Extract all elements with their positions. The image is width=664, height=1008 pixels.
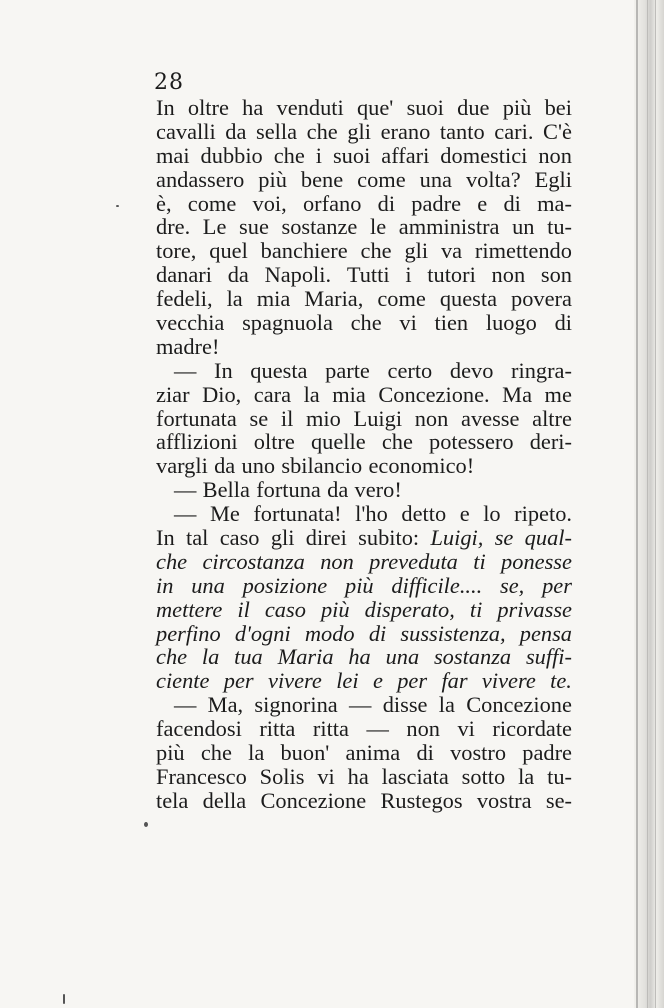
word: padre bbox=[522, 740, 572, 766]
text-line bbox=[156, 645, 572, 669]
word: e bbox=[372, 668, 383, 694]
word: una bbox=[385, 644, 420, 670]
word: erano bbox=[380, 118, 431, 144]
word: banchiere bbox=[260, 238, 348, 264]
word: lei bbox=[336, 668, 359, 694]
word: la bbox=[248, 740, 265, 766]
word: un bbox=[512, 214, 535, 240]
word: ricordate bbox=[492, 716, 572, 742]
text-line bbox=[156, 669, 572, 693]
body-text bbox=[156, 96, 572, 813]
word: ringra- bbox=[511, 357, 572, 383]
word: In bbox=[156, 95, 175, 120]
word: e bbox=[459, 501, 470, 527]
word: d'ogni bbox=[234, 620, 291, 646]
word: In bbox=[156, 525, 175, 551]
word: spagnuola bbox=[242, 310, 333, 336]
word: questa bbox=[250, 357, 308, 383]
text-line bbox=[156, 454, 572, 478]
word: tu- bbox=[547, 214, 572, 240]
word: che bbox=[350, 310, 382, 336]
word: venduti bbox=[276, 95, 344, 120]
word: difficile.... bbox=[391, 572, 483, 598]
word: luogo bbox=[485, 310, 537, 336]
word: la bbox=[201, 644, 220, 670]
word: suoi bbox=[332, 142, 371, 168]
word: ti bbox=[469, 596, 483, 622]
word: ciente bbox=[156, 668, 210, 694]
word: che bbox=[360, 238, 392, 264]
word: Maria bbox=[277, 644, 334, 670]
word: domestici bbox=[440, 142, 528, 168]
text-line bbox=[156, 335, 572, 359]
text-line bbox=[156, 430, 572, 454]
word: que' bbox=[356, 95, 394, 120]
word: mia bbox=[332, 381, 366, 407]
word: sue bbox=[239, 214, 269, 240]
word: caso bbox=[219, 525, 260, 551]
word: fortuna bbox=[256, 477, 321, 503]
word: cavalli bbox=[156, 118, 216, 144]
word: buon' bbox=[280, 740, 330, 766]
word: che bbox=[156, 644, 188, 670]
word: potessero bbox=[429, 429, 514, 455]
word: non bbox=[414, 405, 449, 431]
word: Luigi, bbox=[430, 525, 484, 551]
word: me bbox=[544, 381, 572, 407]
text-line bbox=[156, 215, 572, 239]
word: Ma, bbox=[207, 692, 244, 718]
word: Rustegos bbox=[380, 787, 463, 813]
word: modo bbox=[304, 620, 355, 646]
word: tela bbox=[156, 787, 189, 813]
word: fortunata bbox=[156, 405, 237, 431]
text-line bbox=[156, 717, 572, 741]
word: oltre bbox=[253, 429, 295, 455]
word: disperato, bbox=[364, 596, 455, 622]
word: i bbox=[405, 262, 412, 288]
word: non bbox=[491, 262, 526, 288]
word: i bbox=[315, 142, 322, 168]
word: affari bbox=[381, 142, 430, 168]
word: per bbox=[542, 572, 572, 598]
word: — bbox=[174, 501, 197, 527]
word: più bbox=[320, 596, 350, 622]
word: ti bbox=[473, 548, 486, 574]
word: una bbox=[419, 166, 452, 192]
word: Solis bbox=[259, 763, 305, 789]
ink-speck bbox=[144, 822, 148, 827]
word: vargli bbox=[156, 453, 208, 479]
word: la bbox=[518, 763, 535, 789]
word: sostanze bbox=[281, 214, 358, 240]
page-edge-line bbox=[655, 0, 656, 1008]
word: privasse bbox=[497, 596, 572, 622]
word: lasciata bbox=[381, 763, 449, 789]
word: una bbox=[191, 572, 225, 598]
word: ritta bbox=[312, 716, 349, 742]
word: e bbox=[477, 190, 488, 216]
word: non bbox=[538, 142, 572, 168]
text-line bbox=[156, 765, 572, 789]
word: Concezione bbox=[466, 692, 572, 718]
word: vostro bbox=[450, 740, 507, 766]
word: di bbox=[377, 190, 396, 216]
word: non bbox=[320, 548, 354, 574]
word: suoi bbox=[406, 95, 444, 120]
word: due bbox=[457, 95, 490, 120]
word: da bbox=[227, 262, 249, 288]
word: sostanza bbox=[433, 644, 512, 670]
word: preveduta bbox=[369, 548, 458, 574]
word: questa bbox=[439, 286, 498, 312]
word: Francesco bbox=[156, 763, 247, 789]
word: Concezione. bbox=[378, 381, 490, 407]
page-edge-line bbox=[636, 0, 638, 1008]
word: di bbox=[554, 310, 572, 336]
word: — bbox=[174, 692, 197, 718]
text-line bbox=[156, 502, 572, 526]
word: che bbox=[200, 740, 232, 766]
word: più bbox=[258, 166, 287, 192]
word: Bella bbox=[202, 477, 250, 503]
word: subito: bbox=[358, 525, 420, 551]
word: ponesse bbox=[501, 548, 572, 574]
word: son bbox=[540, 262, 572, 288]
word: ha bbox=[348, 644, 371, 670]
word: padre bbox=[411, 190, 462, 216]
word: per bbox=[223, 668, 254, 694]
word: signorina bbox=[254, 692, 338, 718]
word: ziar bbox=[156, 381, 190, 407]
page-number: 28 bbox=[154, 70, 184, 95]
word: Concezione bbox=[260, 787, 367, 813]
word: mettere bbox=[156, 596, 223, 622]
word: quelle bbox=[310, 429, 366, 455]
word: — bbox=[174, 357, 197, 383]
word: il bbox=[280, 405, 294, 431]
word: tutori bbox=[427, 262, 476, 288]
word: come bbox=[357, 166, 406, 192]
word: che bbox=[306, 118, 338, 144]
word: se bbox=[249, 405, 269, 431]
word: — bbox=[349, 692, 372, 718]
text-line bbox=[156, 144, 572, 168]
text-line bbox=[156, 120, 572, 144]
word: vostra bbox=[476, 787, 532, 813]
word: bene bbox=[300, 166, 344, 192]
word: lo bbox=[483, 501, 501, 527]
word: parte bbox=[325, 357, 370, 383]
word: se- bbox=[545, 787, 572, 813]
word: Luigi bbox=[353, 405, 403, 431]
word: tore, bbox=[156, 238, 197, 264]
word: Ma bbox=[502, 381, 533, 407]
word: vivere bbox=[268, 668, 322, 694]
word: ha bbox=[242, 95, 264, 120]
word: C'è bbox=[543, 118, 572, 144]
word: sussistenza, bbox=[400, 620, 506, 646]
word: fedeli, bbox=[156, 286, 213, 312]
word: che bbox=[273, 142, 305, 168]
word: Napoli. bbox=[264, 262, 332, 288]
word: tu- bbox=[547, 763, 572, 789]
word: che bbox=[156, 548, 188, 574]
word: sbilancio bbox=[281, 453, 363, 479]
word: altre bbox=[532, 405, 572, 431]
word: voi, bbox=[252, 190, 287, 216]
text-line bbox=[156, 741, 572, 765]
word: Maria, bbox=[304, 286, 364, 312]
text-line bbox=[156, 407, 572, 431]
word: tua bbox=[234, 644, 263, 670]
word: economico! bbox=[368, 453, 475, 479]
word: la bbox=[226, 286, 243, 312]
text-line bbox=[156, 239, 572, 263]
word: dubbio bbox=[200, 142, 263, 168]
word: la bbox=[438, 692, 455, 718]
word: In bbox=[214, 357, 233, 383]
word: anima bbox=[345, 740, 401, 766]
word: gli bbox=[404, 238, 429, 264]
word: ritta bbox=[259, 716, 296, 742]
word: uno bbox=[241, 453, 276, 479]
word: bei bbox=[544, 95, 572, 120]
text-line bbox=[156, 550, 572, 574]
word: rimettendo bbox=[474, 238, 572, 264]
word: amministra bbox=[398, 214, 500, 240]
word: detto bbox=[401, 501, 447, 527]
word: più bbox=[345, 572, 374, 598]
word: deri- bbox=[529, 429, 572, 455]
word: va bbox=[440, 238, 463, 264]
word: disse bbox=[382, 692, 428, 718]
word: perfino bbox=[156, 620, 221, 646]
text-line bbox=[156, 526, 572, 550]
word: — bbox=[174, 477, 197, 503]
word: se bbox=[494, 525, 514, 551]
word: sotto bbox=[461, 763, 506, 789]
word: qual- bbox=[524, 525, 572, 551]
word: vi bbox=[457, 716, 475, 742]
word: vi bbox=[399, 310, 417, 336]
text-line bbox=[156, 287, 572, 311]
word: suffi- bbox=[525, 644, 572, 670]
word: mia bbox=[256, 286, 291, 312]
text-line bbox=[156, 263, 572, 287]
text-line bbox=[156, 478, 572, 502]
word: fortunata! bbox=[253, 501, 342, 527]
word: ma- bbox=[537, 190, 572, 216]
word: da bbox=[327, 477, 349, 503]
word: di bbox=[416, 740, 434, 766]
word: il bbox=[237, 596, 250, 622]
word: più bbox=[502, 95, 532, 120]
word: Tutti bbox=[346, 262, 390, 288]
word: danari bbox=[156, 262, 212, 288]
word: da bbox=[225, 118, 247, 144]
word: facendosi bbox=[156, 716, 242, 742]
word: avesse bbox=[461, 405, 520, 431]
text-line bbox=[156, 789, 572, 813]
word: quel bbox=[209, 238, 248, 264]
word: madre! bbox=[156, 333, 220, 359]
word: Egli bbox=[534, 166, 572, 192]
word: orfano bbox=[302, 190, 362, 216]
word: Me bbox=[209, 501, 240, 527]
page-edge-line bbox=[647, 0, 648, 1008]
page-edge bbox=[634, 0, 664, 1008]
word: dre. bbox=[156, 214, 191, 240]
text-line bbox=[156, 622, 572, 646]
word: le bbox=[369, 214, 387, 240]
word: oltre bbox=[187, 95, 229, 120]
word: circostanza bbox=[202, 548, 305, 574]
text-line bbox=[156, 383, 572, 407]
word: cari. bbox=[494, 118, 534, 144]
word: più bbox=[156, 740, 185, 766]
word: tanto bbox=[439, 118, 485, 144]
word: vecchia bbox=[156, 310, 225, 336]
word: che bbox=[381, 429, 413, 455]
word: vi bbox=[317, 763, 335, 789]
word: far bbox=[441, 668, 468, 694]
word: sella bbox=[256, 118, 298, 144]
word: di bbox=[368, 620, 387, 646]
text-line bbox=[156, 359, 572, 383]
word: gli bbox=[347, 118, 371, 144]
text-line bbox=[156, 96, 572, 120]
word: l'ho bbox=[355, 501, 388, 527]
text-line bbox=[156, 168, 572, 192]
text-line bbox=[156, 192, 572, 216]
word: Dio, bbox=[202, 381, 242, 407]
word: volta? bbox=[465, 166, 521, 192]
word: povera bbox=[511, 286, 572, 312]
word: devo bbox=[449, 357, 494, 383]
word: mai bbox=[156, 142, 190, 168]
word: da bbox=[214, 453, 236, 479]
word: tal bbox=[185, 525, 209, 551]
word: Le bbox=[202, 214, 227, 240]
word: se, bbox=[500, 572, 525, 598]
word: non bbox=[406, 716, 440, 742]
word: tien bbox=[434, 310, 469, 336]
word: in bbox=[156, 572, 174, 598]
word: come bbox=[187, 190, 237, 216]
word: gli bbox=[270, 525, 295, 551]
word: vivere bbox=[481, 668, 536, 694]
word: della bbox=[202, 787, 247, 813]
word: — bbox=[366, 716, 389, 742]
word: come bbox=[377, 286, 426, 312]
word: caso bbox=[264, 596, 306, 622]
text-line bbox=[156, 311, 572, 335]
word: te. bbox=[550, 668, 572, 694]
word: afflizioni bbox=[156, 429, 238, 455]
word: vero! bbox=[354, 477, 402, 503]
word: di bbox=[503, 190, 521, 216]
text-line bbox=[156, 693, 572, 717]
word: pensa bbox=[519, 620, 572, 646]
text-line bbox=[156, 598, 572, 622]
word: certo bbox=[387, 357, 433, 383]
word: ripeto. bbox=[514, 501, 572, 527]
word: per bbox=[397, 668, 428, 694]
word: andassero bbox=[156, 166, 245, 192]
word: è, bbox=[156, 190, 172, 216]
word: mio bbox=[306, 405, 341, 431]
text-line bbox=[156, 574, 572, 598]
ink-speck bbox=[116, 205, 119, 207]
word: posizione bbox=[242, 572, 328, 598]
word: cara bbox=[253, 381, 292, 407]
ink-speck bbox=[63, 994, 65, 1004]
word: la bbox=[303, 381, 320, 407]
word: direi bbox=[305, 525, 347, 551]
word: ha bbox=[347, 763, 369, 789]
